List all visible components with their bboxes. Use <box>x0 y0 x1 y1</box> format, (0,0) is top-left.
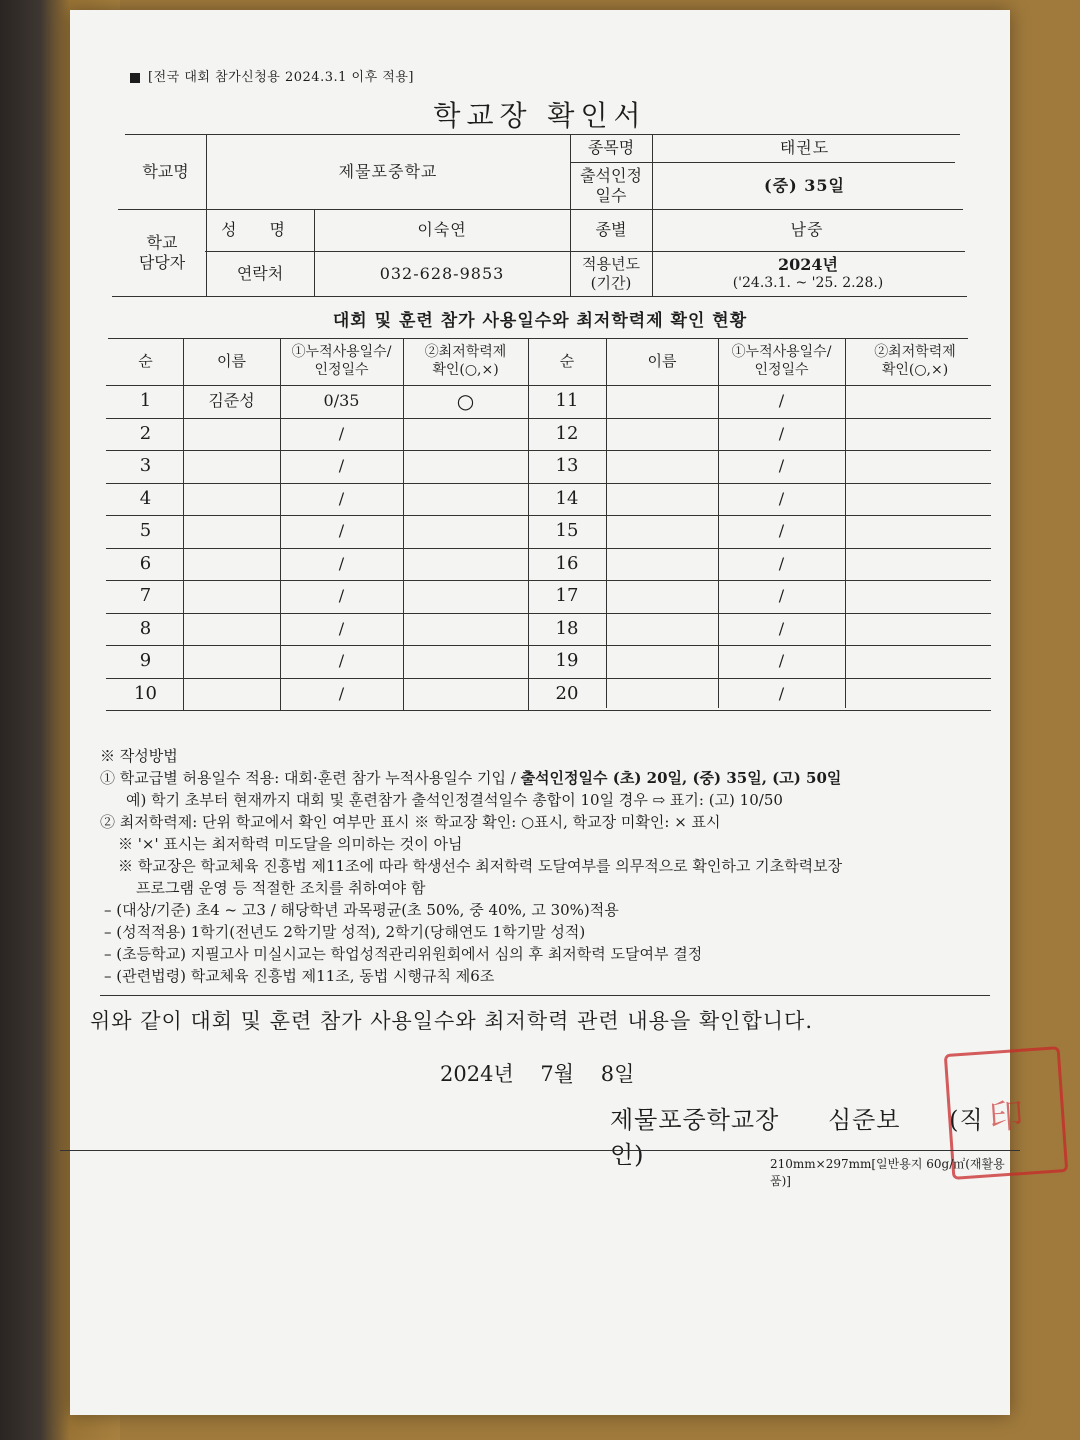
type-value: 남중 <box>790 220 824 239</box>
year-value: 2024년 <box>778 254 838 274</box>
row-number: 9 <box>139 650 152 671</box>
row-days: / <box>778 488 785 508</box>
row-name <box>183 678 280 711</box>
row-name <box>606 418 718 451</box>
row-number: 11 <box>555 390 579 411</box>
col-name-header: 이름 <box>217 352 246 371</box>
note-line-3: ② 최저학력제: 단위 학교에서 확인 여부만 표시 ※ 학교장 확인: ○표시, 학교장 미확인: × 표시 <box>100 813 721 831</box>
contact-value: 032-628-9853 <box>379 263 505 283</box>
row-name <box>606 385 718 418</box>
row-academic <box>845 678 985 711</box>
row-name <box>606 678 718 711</box>
row-days: / <box>338 456 345 476</box>
col-no-header: 순 <box>138 352 153 371</box>
col-no-header-2: 순 <box>559 352 575 371</box>
row-number: 20 <box>555 682 579 704</box>
row-name: 김준성 <box>208 391 255 411</box>
row-name <box>183 580 280 613</box>
row-name <box>183 515 280 548</box>
square-bullet-icon <box>130 73 140 83</box>
row-name <box>183 450 280 483</box>
row-academic <box>403 580 528 613</box>
row-days: / <box>338 423 345 443</box>
row-days: / <box>778 423 785 443</box>
row-academic <box>403 418 528 451</box>
row-academic <box>845 515 985 548</box>
row-number: 4 <box>139 487 152 509</box>
row-days: / <box>338 586 345 606</box>
note-line-8: – (성적적용) 1학기(전년도 2학기말 성적), 2학기(당해연도 1학기말 성적) <box>104 923 586 941</box>
row-number: 8 <box>139 617 152 639</box>
row-days: / <box>338 618 345 638</box>
row-academic <box>845 483 985 516</box>
row-number: 17 <box>555 585 579 606</box>
row-name <box>183 645 280 678</box>
notice-text: [전국 대회 참가신청용 2024.3.1 이후 적용] <box>148 70 414 85</box>
notice-line <box>130 66 414 85</box>
col-days-header: ①누적사용일수/ 인정일수 <box>291 344 392 378</box>
row-days: / <box>778 651 785 671</box>
attend-value: (중) 35일 <box>764 175 845 195</box>
row-academic <box>845 450 985 483</box>
contact-label: 연락처 <box>236 263 284 283</box>
row-academic: ○ <box>456 388 475 413</box>
row-number: 15 <box>555 520 579 541</box>
year-cell <box>652 251 964 296</box>
row-number: 2 <box>139 422 152 444</box>
row-number: 3 <box>139 455 152 476</box>
row-name <box>606 613 718 646</box>
row-academic <box>403 515 528 548</box>
sport-value: 태권도 <box>779 138 830 157</box>
row-number: 19 <box>555 650 579 671</box>
divider-bottom <box>60 1150 1020 1151</box>
issue-date <box>440 1058 634 1088</box>
confirmation-statement: 위와 같이 대회 및 훈련 참가 사용일수와 최저학력 관련 내용을 확인합니다. <box>90 1009 814 1033</box>
row-number: 10 <box>134 682 157 704</box>
note-line-2: 예) 학기 초부터 현재까지 대회 및 훈련참가 출석인정결석일수 총합이 10일 경우 ⇨ 표기: (고) 10/50 <box>126 791 783 809</box>
school-value: 제물포중학교 <box>338 161 438 181</box>
note-line-1: ① 학교급별 허용일수 적용: 대회·훈련 참가 누적사용일수 기입 / 출석인정일수 (초) 20일, (중) 35일, (고) 50일 <box>100 769 842 787</box>
row-academic <box>845 580 985 613</box>
row-academic <box>403 483 528 516</box>
note-line-10: – (관련법령) 학교체육 진흥법 제11조, 동법 시행규칙 제6조 <box>104 967 495 985</box>
date-year: 2024년 <box>440 1062 514 1086</box>
row-academic <box>845 613 985 646</box>
attend-label: 출석인정 일수 <box>580 165 642 205</box>
row-name <box>606 450 718 483</box>
row-number: 18 <box>555 617 579 639</box>
row-name <box>606 483 718 516</box>
row-days: / <box>338 651 345 671</box>
row-days: 0/35 <box>323 391 360 411</box>
col-days-header-2: ①누적사용일수/ 인정일수 <box>731 344 832 378</box>
type-label: 종별 <box>595 220 627 239</box>
sport-label: 종목명 <box>587 138 635 157</box>
row-academic <box>403 678 528 711</box>
row-academic <box>845 548 985 581</box>
document-title: 학교장 확인서 <box>433 99 647 132</box>
date-day: 8일 <box>600 1062 635 1086</box>
section-title: 대회 및 훈련 참가 사용일수와 최저학력제 확인 현황 <box>332 311 748 331</box>
col-academic-header-2: ②최저학력제 확인(○,×) <box>874 344 956 378</box>
row-name <box>606 548 718 581</box>
row-number: 13 <box>555 455 579 476</box>
row-days: / <box>778 391 785 411</box>
row-days: / <box>778 456 785 476</box>
row-days: / <box>338 683 345 703</box>
signer-seal-text: (직인) <box>610 1106 984 1169</box>
year-label: 적용년도 (기간) <box>582 254 640 292</box>
manager-label: 학교 담당자 <box>138 232 186 272</box>
note-line-4: ※ '×' 표시는 최저학력 미도달을 의미하는 것이 아님 <box>118 835 463 853</box>
official-seal-icon: 印 <box>944 1046 1069 1180</box>
row-number: 16 <box>555 552 579 574</box>
row-days: / <box>338 553 345 573</box>
name-value: 이숙연 <box>417 220 467 239</box>
row-name <box>606 515 718 548</box>
col-name-header-2: 이름 <box>647 352 677 371</box>
note-line-6: 프로그램 운영 등 적절한 조치를 취하여야 함 <box>136 879 426 897</box>
row-number: 7 <box>139 585 152 606</box>
row-number: 12 <box>555 422 579 444</box>
row-days: / <box>778 521 785 541</box>
note-line-1-bold: 출석인정일수 (초) 20일, (중) 35일, (고) 50일 <box>520 769 842 787</box>
row-days: / <box>338 488 345 508</box>
document-sheet <box>70 10 1025 1415</box>
row-name <box>183 613 280 646</box>
school-label: 학교명 <box>142 161 189 181</box>
note-line-7: – (대상/기준) 초4 ~ 고3 / 해당학년 과목평균(초 50%, 중 40%, 고 30%)적용 <box>104 901 619 919</box>
row-name <box>606 645 718 678</box>
row-days: / <box>778 553 785 573</box>
row-name <box>183 418 280 451</box>
signer-name: 심준보 <box>827 1106 901 1134</box>
divider-top <box>100 995 990 996</box>
row-academic <box>403 645 528 678</box>
row-days: / <box>778 683 785 703</box>
paper-spec: 210mm×297mm[일반용지 60g/㎡(재활용품)] <box>770 1157 1005 1188</box>
date-month: 7월 <box>540 1062 575 1086</box>
row-name <box>606 580 718 613</box>
row-number: 6 <box>139 552 152 574</box>
row-name <box>183 548 280 581</box>
signer-school: 제물포중학교장 <box>610 1106 780 1134</box>
row-academic <box>403 613 528 646</box>
note-line-9: – (초등학교) 지필고사 미실시교는 학업성적관리위원회에서 심의 후 최저학력 도달여부 결정 <box>104 945 703 963</box>
row-number: 5 <box>139 520 152 541</box>
notes-heading: ※ 작성방법 <box>100 747 178 765</box>
row-number: 14 <box>555 487 579 509</box>
name-label: 성 명 <box>221 220 299 239</box>
row-academic <box>845 385 985 418</box>
row-number: 1 <box>139 390 152 411</box>
writing-instructions <box>100 745 1000 987</box>
note-line-5: ※ 학교장은 학교체육 진흥법 제11조에 따라 학생선수 최저학력 도달여부를 의무적으로 확인하고 기초학력보장 <box>118 857 843 875</box>
row-name <box>183 483 280 516</box>
row-days: / <box>778 618 785 638</box>
row-academic <box>845 645 985 678</box>
row-days: / <box>778 586 785 606</box>
row-academic <box>845 418 985 451</box>
row-days: / <box>338 521 345 541</box>
year-period: ('24.3.1. ~ '25. 2.28.) <box>732 274 884 291</box>
col-academic-header: ②최저학력제 확인(○,×) <box>424 344 507 378</box>
row-academic <box>403 450 528 483</box>
row-academic <box>403 548 528 581</box>
